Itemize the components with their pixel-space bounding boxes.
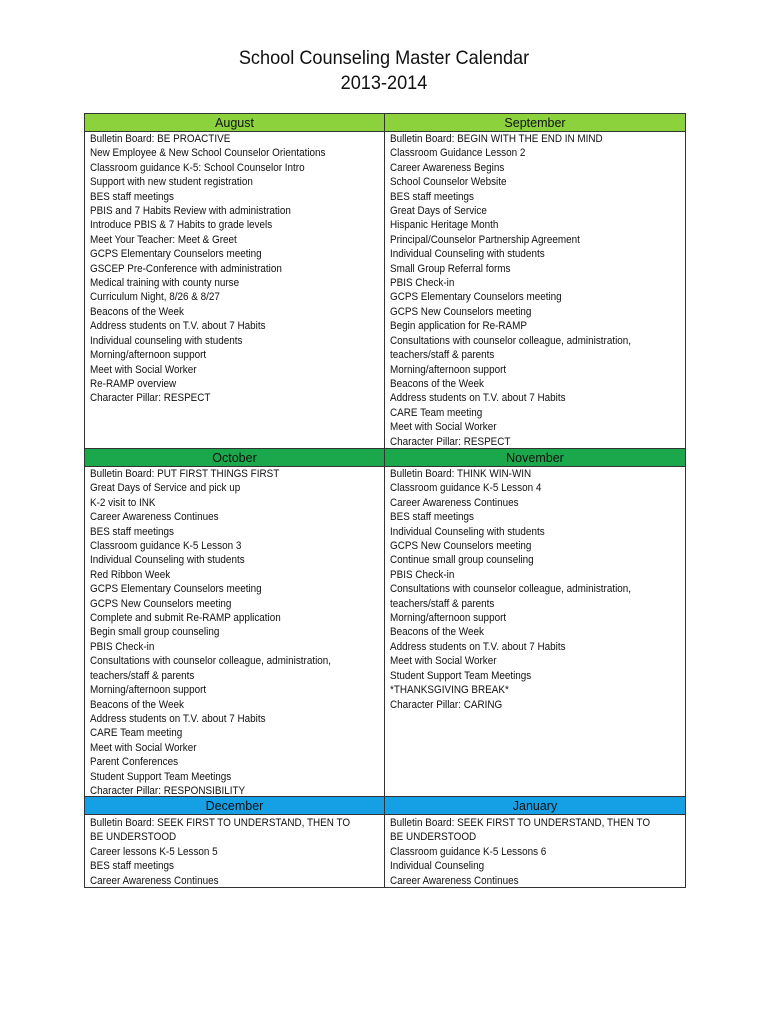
activity-item: Parent Conferences [90, 756, 179, 769]
header-row-1 [85, 114, 685, 132]
activity-item: Individual Counseling [390, 860, 485, 873]
activity-item: Beacons of the Week [390, 626, 484, 639]
title-line-2: 2013-2014 [340, 72, 428, 94]
activity-item: School Counselor Website [390, 176, 507, 189]
activity-item: Classroom guidance K-5 Lesson 4 [390, 482, 542, 495]
activity-item: Bulletin Board: BE PROACTIVE [90, 133, 231, 145]
activity-list-september [385, 132, 685, 449]
activity-item: Address students on T.V. about 7 Habits [390, 640, 566, 653]
activity-item: GCPS Elementary Counselors meeting [90, 248, 262, 261]
document-title [27, 46, 741, 96]
activity-item: PBIS Check-in [390, 568, 455, 581]
activity-item: teachers/staff & parents [390, 349, 495, 362]
activity-item: Complete and submit Re-RAMP application [90, 612, 281, 625]
activity-item: Meet with Social Worker [90, 741, 197, 754]
activity-item: teachers/staff & parents [390, 597, 495, 610]
activity-item: CARE Team meeting [390, 406, 483, 419]
activity-item: Beacons of the Week [90, 698, 184, 711]
activity-item: Begin application for Re-RAMP [390, 320, 528, 333]
activity-item: Character Pillar: CARING [390, 698, 503, 711]
activity-item: Address students on T.V. about 7 Habits [390, 392, 566, 405]
activity-item: Consultations with counselor colleague, administration, [90, 655, 332, 668]
body-row-3 [85, 815, 685, 887]
body-row-1 [85, 132, 685, 449]
month-header-november: November [385, 449, 685, 467]
activity-item: BES staff meetings [390, 190, 475, 203]
activity-item: Curriculum Night, 8/26 & 8/27 [90, 291, 220, 304]
month-header-september: September [385, 114, 685, 132]
activity-list-january [385, 815, 685, 888]
activity-item: Bulletin Board: SEEK FIRST TO UNDERSTAND, THEN TO [390, 817, 651, 829]
activity-item: GCPS Elementary Counselors meeting [390, 291, 562, 304]
activity-item: Introduce PBIS & 7 Habits to grade levels [90, 219, 273, 232]
month-header-december: December [85, 797, 385, 815]
activity-item: BES staff meetings [90, 190, 175, 203]
body-row-2 [85, 467, 685, 797]
activity-list-august [85, 132, 384, 406]
activity-item: K-2 visit to INK [90, 496, 156, 509]
month-header-january: January [385, 797, 685, 815]
activity-item: Classroom Guidance Lesson 2 [390, 147, 526, 160]
activity-list-december [85, 815, 384, 888]
activity-item: Great Days of Service and pick up [90, 482, 241, 495]
activity-item: Meet with Social Worker [90, 363, 197, 376]
activity-item: Support with new student registration [90, 176, 253, 189]
month-cell-november [385, 467, 685, 797]
month-cell-october [85, 467, 385, 797]
activity-item: Beacons of the Week [90, 305, 184, 318]
activity-item: PBIS Check-in [390, 277, 455, 290]
activity-item: Consultations with counselor colleague, administration, [390, 334, 632, 347]
activity-list-november [385, 467, 685, 712]
activity-item: Classroom guidance K-5 Lessons 6 [390, 845, 547, 858]
activity-item: Address students on T.V. about 7 Habits [90, 320, 266, 333]
activity-item: BES staff meetings [90, 860, 175, 873]
activity-item: Principal/Counselor Partnership Agreement [390, 233, 580, 246]
activity-item: Beacons of the Week [390, 377, 484, 390]
activity-item: GCPS New Counselors meeting [390, 540, 532, 553]
activity-item: Continue small group counseling [390, 554, 534, 567]
activity-item: Career Awareness Continues [390, 874, 519, 887]
activity-item: PBIS and 7 Habits Review with administration [90, 205, 291, 218]
activity-item: Morning/afternoon support [390, 363, 507, 376]
activity-item: *THANKSGIVING BREAK* [390, 684, 509, 697]
activity-item: BE UNDERSTOOD [390, 831, 477, 844]
activity-item: GSCEP Pre-Conference with administration [90, 262, 282, 275]
header-row-3 [85, 797, 685, 815]
activity-item: Career Awareness Begins [390, 161, 505, 174]
activity-item: Individual counseling with students [90, 334, 243, 347]
header-row-2 [85, 449, 685, 467]
month-cell-august [85, 132, 385, 449]
activity-item: Meet Your Teacher: Meet & Greet [90, 233, 237, 246]
activity-item: Career Awareness Continues [90, 874, 219, 887]
activity-item: Morning/afternoon support [90, 684, 207, 697]
month-header-august: August [85, 114, 385, 132]
title-line-1: School Counseling Master Calendar [238, 47, 530, 69]
activity-item: Bulletin Board: BEGIN WITH THE END IN MIND [390, 133, 603, 145]
activity-item: Career Awareness Continues [390, 496, 519, 509]
activity-item: teachers/staff & parents [90, 669, 195, 682]
activity-item: Individual Counseling with students [390, 525, 545, 538]
activity-item: Consultations with counselor colleague, administration, [390, 583, 632, 596]
activity-item: Morning/afternoon support [390, 612, 507, 625]
activity-item: GCPS New Counselors meeting [90, 597, 232, 610]
activity-item: Re-RAMP overview [90, 377, 177, 390]
activity-item: Bulletin Board: PUT FIRST THINGS FIRST [90, 468, 280, 480]
activity-item: Bulletin Board: THINK WIN-WIN [390, 468, 532, 480]
activity-item: Hispanic Heritage Month [390, 219, 499, 232]
activity-item: Morning/afternoon support [90, 349, 207, 362]
activity-item: Red Ribbon Week [90, 568, 171, 581]
activity-item: Classroom guidance K-5: School Counselor Intro [90, 161, 305, 174]
activity-item: Student Support Team Meetings [390, 669, 532, 682]
month-cell-january [385, 815, 685, 887]
activity-list-october [85, 467, 384, 798]
activity-item: BE UNDERSTOOD [90, 831, 177, 844]
activity-item: Character Pillar: RESPECT [90, 392, 211, 405]
activity-item: Begin small group counseling [90, 626, 220, 639]
month-cell-september [385, 132, 685, 449]
activity-item: Character Pillar: RESPECT [390, 435, 511, 448]
month-header-october: October [85, 449, 385, 467]
activity-item: CARE Team meeting [90, 727, 183, 740]
activity-item: Address students on T.V. about 7 Habits [90, 712, 266, 725]
activity-item: Medical training with county nurse [90, 277, 240, 290]
activity-item: GCPS New Counselors meeting [390, 305, 532, 318]
activity-item: Student Support Team Meetings [90, 770, 232, 783]
activity-item: Bulletin Board: SEEK FIRST TO UNDERSTAND, THEN TO [90, 817, 351, 829]
calendar-table [84, 113, 686, 888]
activity-item: Career lessons K-5 Lesson 5 [90, 845, 218, 858]
activity-item: Meet with Social Worker [390, 421, 497, 434]
activity-item: GCPS Elementary Counselors meeting [90, 583, 262, 596]
activity-item: Individual Counseling with students [90, 554, 245, 567]
activity-item: BES staff meetings [390, 511, 475, 524]
activity-item: Great Days of Service [390, 205, 487, 218]
month-cell-december [85, 815, 385, 887]
activity-item: Character Pillar: RESPONSIBILITY [90, 784, 246, 797]
activity-item: Classroom guidance K-5 Lesson 3 [90, 540, 242, 553]
activity-item: Small Group Referral forms [390, 262, 511, 275]
activity-item: PBIS Check-in [90, 640, 155, 653]
activity-item: BES staff meetings [90, 525, 175, 538]
activity-item: Career Awareness Continues [90, 511, 219, 524]
activity-item: Meet with Social Worker [390, 655, 497, 668]
activity-item: New Employee & New School Counselor Orientations [90, 147, 326, 160]
activity-item: Individual Counseling with students [390, 248, 545, 261]
